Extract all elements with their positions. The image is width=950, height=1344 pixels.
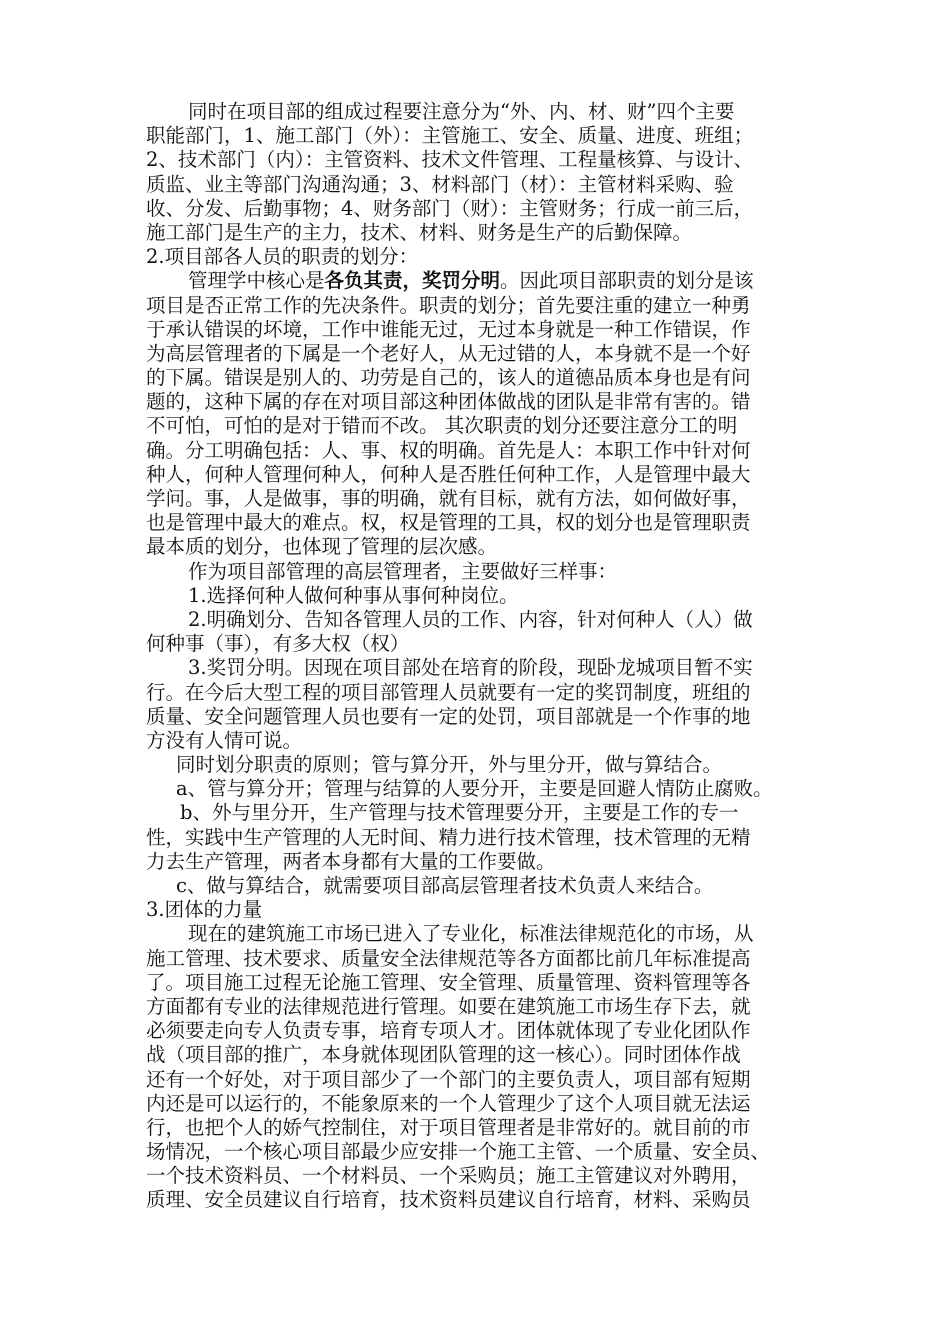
bold-emphasis: 各负其责，奖罚分明 — [324, 269, 501, 293]
text-line: 职能部门，1、施工部门（外）：主管施工、安全、质量、进度、班组； — [146, 124, 754, 148]
text-line: 收、分发、后勤事物；4、财务部门（财）：主管财务；行成一前三后， — [146, 196, 754, 220]
text-line: 一个技术资料员、一个材料员、一个采购员；施工主管建议对外聘用， — [146, 1164, 751, 1188]
text-line: 学问。事，人是做事，事的明确，就有目标，就有方法，如何做好事， — [146, 487, 751, 510]
text-line: b、外与里分开，生产管理与技术管理要分开，主要是工作的专一 — [180, 801, 739, 825]
text-line: 现在的建筑施工市场已进入了专业化，标准法律规范化的市场，从 — [188, 922, 754, 946]
text-line: 2、技术部门（内）：主管资料、技术文件管理、工程量核算、与设计、 — [146, 148, 754, 172]
text-line: 不可怕，可怕的是对于错而不改。 其次职责的划分还要注意分工的明 — [146, 414, 738, 438]
text-line: a、管与算分开；管理与结算的人要分开，主要是回避人情防止腐败。 — [176, 777, 773, 801]
text-line: 种人，何种人管理何种人，何种人是否胜任何种工作，人是管理中最大 — [146, 462, 751, 486]
text-line: 内还是可以运行的，不能象原来的一个人管理少了这个人项目就无法运 — [146, 1091, 751, 1115]
text-line: 质理、安全员建议自行培育，技术资料员建议自行培育，材料、采购员 — [146, 1188, 751, 1212]
text-line: 行，也把个人的娇气控制住，对于项目管理者是非常好的。就目前的市 — [146, 1115, 751, 1139]
text-line: 的下属。错误是别人的、功劳是自己的，该人的道德品质本身也是有问 — [146, 366, 751, 390]
text-line — [146, 269, 852, 293]
text-line: 行。在今后大型工程的项目部管理人员就要有一定的奖罚制度，班组的 — [146, 680, 751, 704]
text-line: 也是管理中最大的难点。权，权是管理的工具，权的划分也是管理职责 — [146, 511, 751, 535]
text-line: 方面都有专业的法律规范进行管理。如要在建筑施工市场生存下去，就 — [146, 994, 751, 1018]
text-line: 必须要走向专人负责专事，培育专项人才。团体就体现了专业化团队作 — [146, 1019, 751, 1043]
text-line: 为高层管理者的下属是一个老好人，从无过错的人，本身就不是一个好 — [146, 341, 751, 365]
text-line: 施工管理、技术要求、质量安全法律规范等各方面都比前几年标准提高 — [146, 946, 751, 970]
text-line: 于承认错误的坏境，工作中谁能无过，无过本身就是一种工作错误，作 — [146, 317, 751, 341]
text-line: 力去生产管理，两者本身都有大量的工作要做。 — [146, 849, 556, 873]
text-line: c、做与算结合，就需要项目部高层管理者技术负责人来结合。 — [176, 874, 714, 897]
text-line: 确。分工明确包括：人、事、权的明确。首先是人：本职工作中针对何 — [146, 438, 751, 462]
text-line: 3.奖罚分明。因现在项目部处在培育的阶段，现卧龙城项目暂不实 — [188, 656, 753, 680]
text-line: 作为项目部管理的高层管理者，主要做好三样事： — [188, 559, 618, 583]
text-span: 。因此项目部职责的划分是该 — [500, 269, 754, 293]
text-line: 施工部门是生产的主力，技术、材料、财务是生产的后勤保障。 — [146, 220, 693, 244]
text-line: 质量、安全问题管理人员也要有一定的处罚，项目部就是一个作事的地 — [146, 704, 751, 728]
text-span: 管理学中核心是 — [188, 269, 325, 293]
text-line: 题的，这种下属的存在对项目部这种团体做战的团队是非常有害的。错 — [146, 390, 751, 414]
text-line: 方没有人情可说。 — [146, 728, 303, 752]
text-line: 何种事（事），有多大权（权） — [146, 632, 410, 656]
text-line: 2.明确划分、告知各管理人员的工作、内容，针对何种人（人）做 — [188, 607, 753, 631]
text-line: 了。项目施工过程无论施工管理、安全管理、质量管理、资料管理等各 — [146, 970, 751, 994]
text-line: 还有一个好处，对于项目部少了一个部门的主要负责人，项目部有短期 — [146, 1067, 751, 1091]
text-line: 同时划分职责的原则；管与算分开，外与里分开，做与算结合。 — [176, 753, 723, 777]
text-line: 2.项目部各人员的职责的划分： — [146, 245, 419, 269]
text-line: 最本质的划分，也体现了管理的层次感。 — [146, 535, 498, 559]
text-line: 3.团体的力量 — [146, 898, 263, 922]
text-line: 战（项目部的推广，本身就体现团队管理的这一核心）。同时团体作战 — [146, 1043, 741, 1067]
text-line: 1.选择何种人做何种事从事何种岗位。 — [188, 583, 519, 607]
document-page — [146, 100, 852, 1213]
text-line: 同时在项目部的组成过程要注意分为“外、内、材、财”四个主要 — [188, 100, 735, 123]
text-line: 项目是否正常工作的先决条件。职责的划分；首先要注重的建立一种勇 — [146, 293, 751, 317]
text-line: 质监、业主等部门沟通沟通；3、材料部门（材）：主管材料采购、验 — [146, 172, 734, 196]
text-line: 场情况，一个核心项目部最少应安排一个施工主管、一个质量、安全员、 — [146, 1140, 771, 1164]
text-line: 性，实践中生产管理的人无时间、精力进行技术管理，技术管理的无精 — [146, 825, 751, 849]
